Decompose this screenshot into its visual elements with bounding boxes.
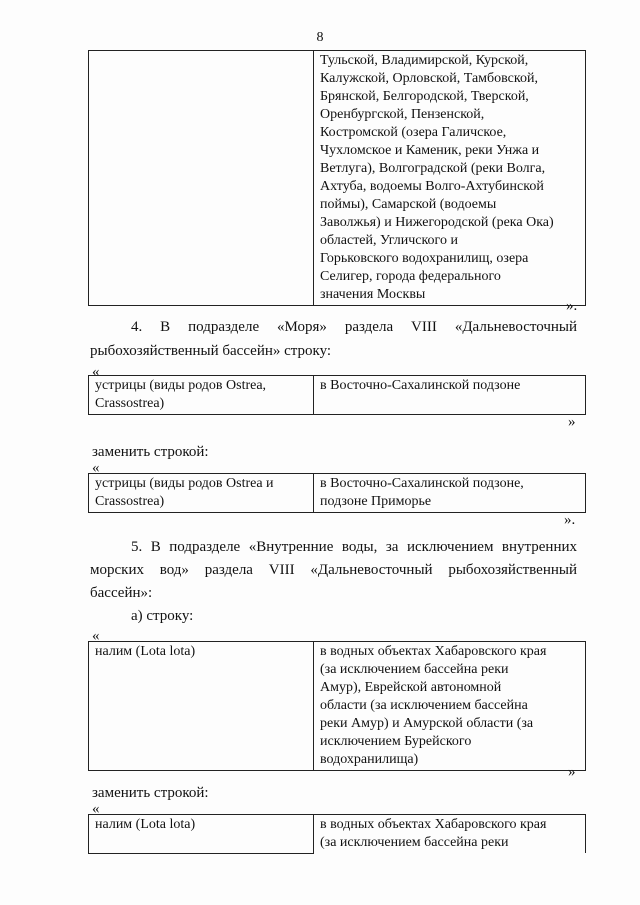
open-quote: « [92, 460, 100, 476]
cell-line: Чухломское и Каменик, реки Унжа и [320, 143, 540, 158]
item-4-line-1: 4. В подразделе «Моря» раздела VIII «Дальневосточный [131, 319, 578, 335]
open-quote: « [92, 628, 100, 644]
table-cell-left: налим (Lota lota) [89, 642, 314, 771]
item-5-line-1: 5. В подразделе «Внутренние воды, за исключением внутренних [131, 539, 578, 555]
table-cell-right: в Восточно-Сахалинской подзоне [314, 376, 586, 415]
cell-line: Калужской, Орловской, Тамбовской, [320, 71, 538, 86]
table-continuation [88, 50, 586, 306]
table-row [89, 376, 586, 415]
table-row [89, 474, 586, 513]
table-new-row-oysters [88, 473, 586, 513]
cell-line: Костромской (озера Галичское, [320, 125, 507, 140]
cell-line: Ветлуга), Волгоградской (реки Волга, [320, 161, 546, 176]
cell-line: Тульской, Владимирской, Курской, [320, 53, 529, 68]
cell-line: Горьковского водохранилищ, озера [320, 251, 529, 266]
table-cell-left: устрицы (виды родов Ostrea, Crassostrea) [89, 376, 314, 415]
cell-line: Оренбургской, Пензенской, [320, 107, 485, 122]
table-cell-left: налим (Lota lota) [89, 815, 314, 854]
table-cell-right: в Восточно-Сахалинской подзоне, подзоне Приморье [314, 474, 586, 513]
table-cell-right [314, 51, 586, 306]
cell-line: Брянской, Белгородской, Тверской, [320, 89, 529, 104]
table-cell-left: устрицы (виды родов Ostrea и Crassostrea) [89, 474, 314, 513]
page-number: 8 [316, 30, 324, 45]
replace-label: заменить строкой: [92, 785, 209, 801]
table-cell-right: в водных объектах Хабаровского края (за исключением бассейна реки [314, 815, 586, 854]
cell-line: Заволжья) и Нижегородской (река Ока) [320, 215, 554, 230]
close-quote: » [568, 414, 576, 430]
cell-lines [320, 52, 579, 304]
cell-line: областей, Угличского и [320, 233, 458, 248]
cell-line: поймы), Самарской (водоемы [320, 197, 497, 212]
open-quote: « [92, 364, 100, 380]
item-5-line-3: бассейн»: [90, 585, 153, 601]
table-row [89, 51, 586, 306]
item-4-line-2: рыбохозяйственный бассейн» строку: [90, 343, 332, 359]
cell-line: значения Москвы [320, 287, 426, 302]
table-row [89, 815, 586, 854]
close-quote: » [568, 764, 576, 780]
table-old-row-oysters [88, 375, 586, 415]
close-quote: ». [564, 512, 576, 528]
close-quote: ». [566, 298, 578, 314]
replace-label: заменить строкой: [92, 444, 209, 460]
item-5-line-2: морских вод» раздела VIII «Дальневосточный рыбохозяйственный [90, 562, 577, 578]
cell-line: Селигер, города федерального [320, 269, 501, 284]
cell-line: Ахтуба, водоемы Волго-Ахтубинской [320, 179, 544, 194]
open-quote: « [92, 801, 100, 817]
table-cell-right: в водных объектах Хабаровского края (за исключением бассейна реки Амур), Еврейской автономной области (за исключением бассейна реки Амур) и Амурской области (за исключением Бурейского водохранилища) [314, 642, 586, 771]
table-cell-left [89, 51, 314, 306]
sub-item-a: а) строку: [131, 608, 194, 624]
table-row [89, 642, 586, 771]
table-new-row-burbot [88, 814, 586, 854]
table-old-row-burbot [88, 641, 586, 771]
